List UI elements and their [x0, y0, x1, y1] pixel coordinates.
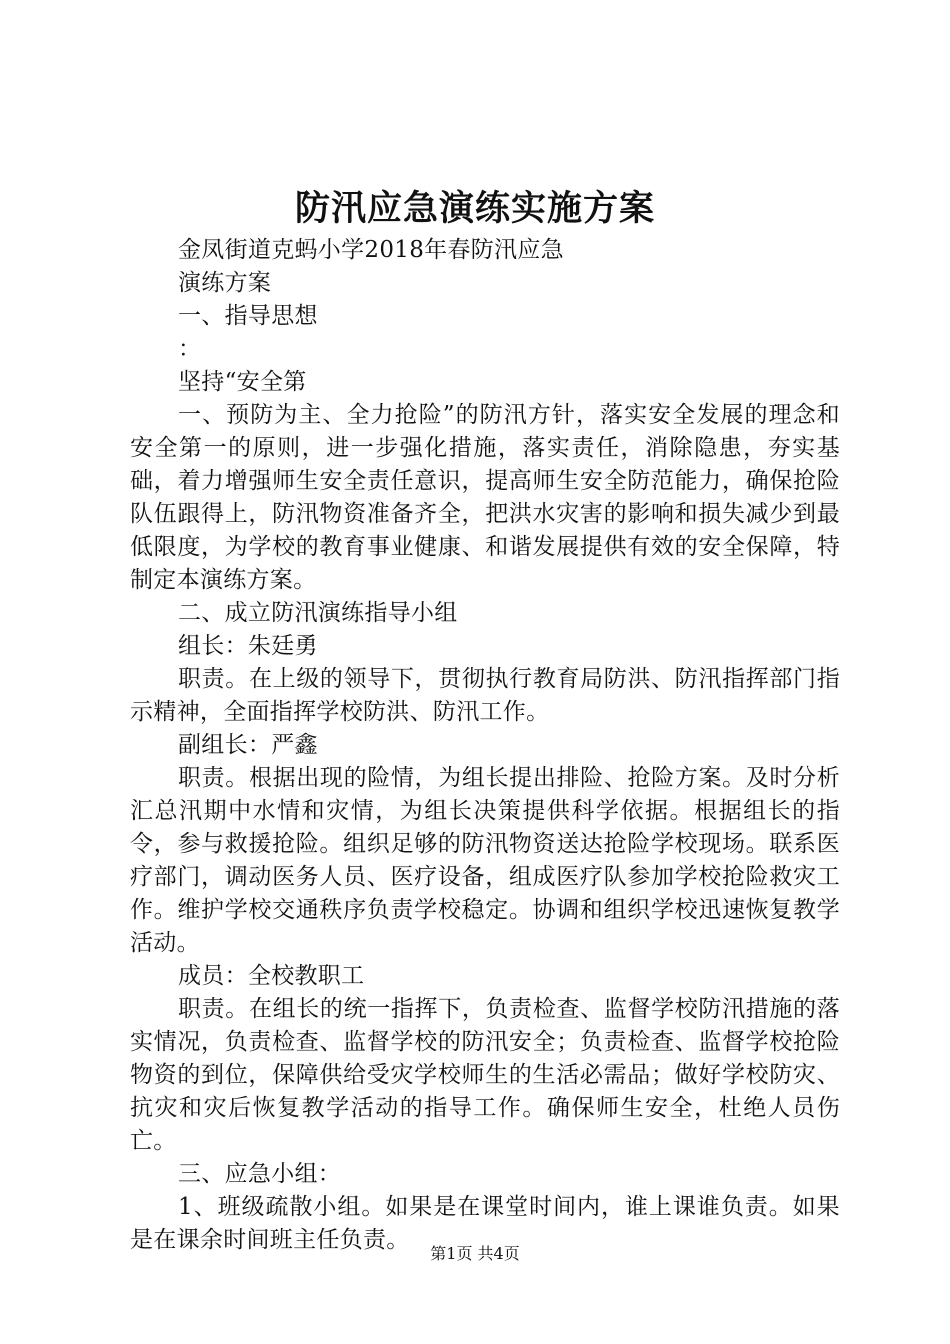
document-body — [130, 234, 840, 1257]
section-heading-leadership-group: 二、成立防汛演练指导小组 — [178, 600, 458, 626]
paragraph-member-duties: 职责。在组长的统一指挥下，负责检查、监督学校防汛措施的落实情况，负责检查、监督学校的防汛安全；负责检查、监督学校抢险物资的到位，保障供给受灾学校师生的生活必需品；做好学校防灾、抗灾和灾后恢复教学活动的指导工作。确保师生安全，杜绝人员伤亡。 — [130, 996, 840, 1154]
paragraph-colon: ： — [178, 336, 202, 362]
paragraph-group-leader: 组长：朱廷勇 — [178, 633, 318, 659]
paragraph-deputy-duties: 职责。根据出现的险情，为组长提出排险、抢险方案。及时分析汇总汛期中水情和灾情，为组长决策提供科学依据。根据组长的指令，参与救援抢险。组织足够的防汛物资送达抢险学校现场。联系医疗部门，调动医务人员、医疗设备，组成医疗队参加学校抢险救灾工作。维护学校交通秩序负责学校稳定。协调和组织学校迅速恢复教学活动。 — [130, 765, 840, 956]
document-title: 防汛应急演练实施方案 — [294, 188, 655, 229]
section-heading-guiding-thought: 一、指导思想 — [178, 303, 318, 329]
page-footer: 第1页 共4页 — [430, 1244, 520, 1263]
paragraph-insist: 坚持“安全第 — [178, 369, 307, 395]
paragraph-evacuation-group: 1、班级疏散小组。如果是在课堂时间内，谁上课谁负责。如果是在课余时间班主任负责。 — [130, 1194, 840, 1253]
section-heading-emergency-group: 三、应急小组： — [178, 1161, 342, 1187]
paragraph-leader-duties: 职责。在上级的领导下，贯彻执行教育局防洪、防汛指挥部门指示精神，全面指挥学校防洪、防汛工作。 — [130, 666, 840, 725]
paragraph-school-heading: 金凤街道克蚂小学2018年春防汛应急 — [178, 237, 564, 263]
paragraph-plan-heading: 演练方案 — [178, 270, 272, 296]
paragraph-guiding-principles: 一、预防为主、全力抢险”的防汛方针，落实安全发展的理念和安全第一的原则，进一步强化措施，落实责任，消除隐患，夯实基础，着力增强师生安全责任意识，提高师生安全防范能力，确保抢险队伍跟得上，防汛物资准备齐全，把洪水灾害的影响和损失减少到最低限度，为学校的教育事业健康、和谐发展提供有效的安全保障，特制定本演练方案。 — [130, 402, 840, 593]
paragraph-deputy-leader: 副组长：严鑫 — [178, 732, 318, 758]
paragraph-members: 成员：全校教职工 — [178, 963, 365, 989]
